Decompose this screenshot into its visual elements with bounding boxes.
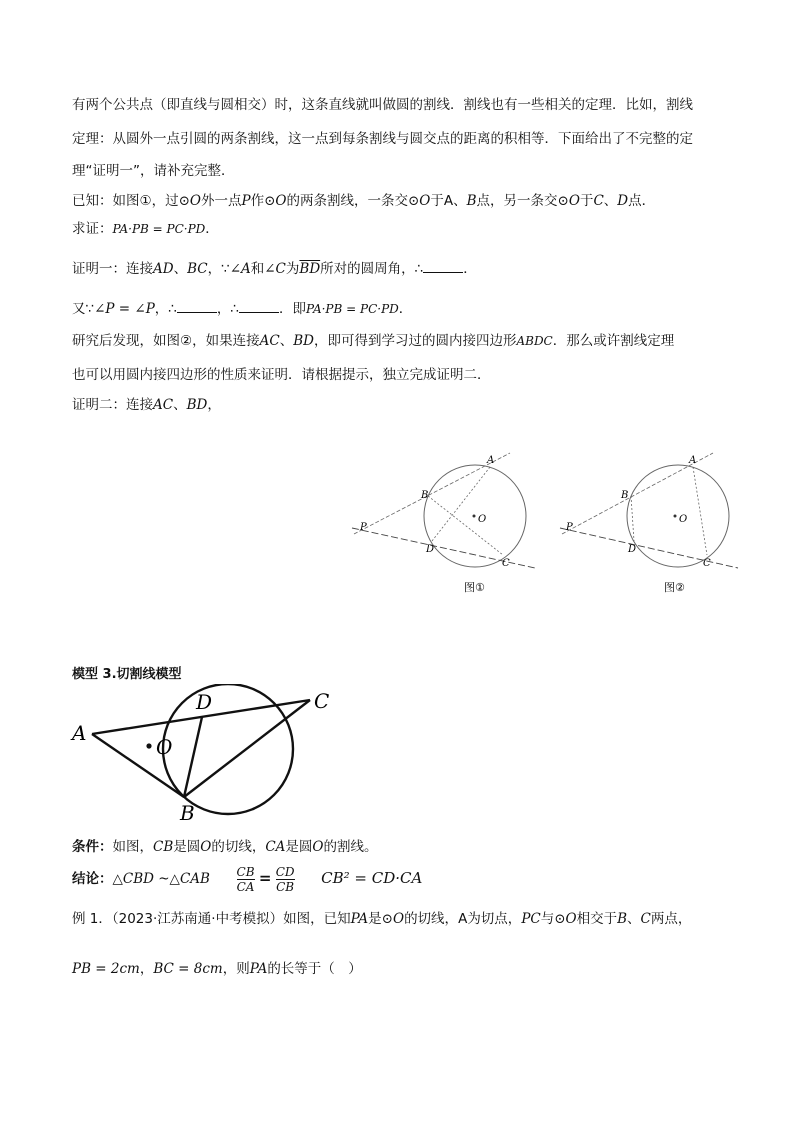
circle-o [627, 465, 729, 567]
text: 求证： [72, 221, 113, 237]
math: O [312, 839, 324, 855]
text: 、 [453, 193, 467, 209]
math: ⊙O [557, 193, 580, 209]
text: 又∵ [72, 301, 95, 317]
text: 和 [250, 261, 265, 277]
text: 已知：如图①，过 [72, 193, 179, 209]
label-b: B [421, 490, 429, 501]
text: 的两条割线，一条交 [286, 193, 408, 209]
math: ABDC [516, 334, 553, 348]
label-p: P [566, 522, 573, 533]
math: PA [350, 911, 369, 927]
tangent-cb [184, 700, 310, 797]
math: P [241, 193, 251, 209]
center-dot [473, 515, 476, 518]
text: ．即 [278, 301, 306, 317]
math: AC [259, 333, 280, 349]
proof1b-line [72, 300, 412, 318]
text: 证明二：连接 [72, 397, 153, 413]
text: ，∴ [216, 301, 239, 317]
math: CB [153, 839, 174, 855]
text: 、 [173, 397, 187, 413]
condition-line [72, 838, 378, 856]
answer-blank[interactable] [239, 300, 279, 313]
figure-caption: 图① [464, 581, 485, 594]
example-line [72, 960, 362, 978]
math: PA·PB = PC·PD [305, 302, 399, 316]
math: PB = 2cm [72, 961, 140, 977]
text: ． [205, 221, 219, 237]
math: B [466, 193, 477, 209]
text: 于 [430, 193, 444, 209]
text: 是 [368, 911, 382, 927]
conclusion-line [72, 860, 422, 896]
text: 证明一：连接 [72, 261, 153, 277]
text: ． [398, 301, 413, 317]
math: $\overline{BD}$ [299, 261, 321, 277]
text: 例 1．（2023·江苏南通·中考模拟）如图，已知 [72, 911, 351, 927]
section-title: 模型 3.切割线模型 [72, 667, 182, 682]
label-b: B [621, 490, 629, 501]
text: 研究后发现，如图②，如果连接 [72, 333, 260, 349]
label: 条件： [72, 839, 113, 855]
chord-bd [631, 496, 634, 541]
math: PA [249, 961, 268, 977]
text: 的切线， [211, 839, 266, 855]
text: 、 [627, 911, 641, 927]
example-line [72, 910, 691, 928]
math: C [593, 193, 604, 209]
text: 点． [628, 193, 656, 209]
math: BD [186, 397, 208, 413]
label-a: A [487, 455, 495, 466]
fraction [276, 865, 295, 894]
denominator: CA [236, 879, 255, 894]
text: ，即可得到学习过的圆内接四边形 [313, 333, 517, 349]
known-line [72, 192, 655, 210]
center-dot [674, 515, 677, 518]
label-d: D [628, 544, 637, 555]
text: 两点， [650, 911, 692, 927]
text-line: 定理：从圆外一点引圆的两条割线，这一点到每条割线与圆交点的距离的积相等．下面给出了不完整的定 [72, 131, 693, 147]
math: C [640, 911, 651, 927]
text: 的割线。 [323, 839, 378, 855]
chord-ac [693, 467, 707, 555]
label-b: B [180, 801, 195, 824]
text: 是圆 [285, 839, 313, 855]
math: CA [265, 839, 286, 855]
text: 与 [540, 911, 555, 927]
proof2-line [72, 396, 221, 414]
numerator: CD [275, 864, 295, 879]
text: 外一点 [201, 193, 242, 209]
math: BD [293, 333, 314, 349]
prove-line [72, 220, 219, 238]
text: ． [463, 261, 477, 277]
text: 的切线， [404, 911, 459, 927]
text: 、 [279, 333, 294, 349]
label-o: O [478, 514, 487, 525]
text: ，∴ [154, 301, 177, 317]
math: A [458, 911, 468, 927]
text-line: 理“证明一”，请补充完整． [72, 163, 235, 179]
text-line: 也可以用圆内接四边形的性质来证明．请根据提示，独立完成证明二． [72, 367, 491, 383]
label-o: O [156, 735, 173, 759]
math: D [617, 193, 629, 209]
text: ，则 [222, 961, 250, 977]
math: O [200, 839, 212, 855]
math: ⊙O [407, 193, 431, 209]
text: ， [139, 961, 154, 977]
math: CB² = CD·CA [321, 869, 423, 887]
figure-1 [340, 448, 540, 598]
label-a: A [689, 455, 697, 466]
label: 结论： [72, 871, 113, 887]
center-dot [146, 743, 151, 748]
text: ，∵ [207, 261, 230, 277]
math: ∠A [229, 261, 251, 277]
numerator: CB [236, 864, 255, 879]
text-line: 有两个公共点（即直线与圆相交）时，这条直线就叫做圆的割线．割线也有一些相关的定理．比如，割线 [72, 97, 693, 113]
math: BC [187, 261, 208, 277]
math: PA·PB = PC·PD [112, 222, 206, 236]
math: ∠C [264, 261, 286, 277]
label-o: O [679, 514, 688, 525]
math: ⊙O [178, 193, 201, 209]
text: ， [207, 397, 221, 413]
math: AD [153, 261, 174, 277]
text: 点，另一条交 [476, 193, 558, 209]
text: 于 [579, 193, 594, 209]
chord-bc [428, 496, 503, 555]
math: ⊙O [264, 193, 287, 209]
text: 所对的圆周角，∴ [320, 261, 424, 277]
math: ∠P = ∠P [94, 301, 155, 317]
text: 作 [250, 193, 265, 209]
label-c: C [314, 689, 330, 713]
circle-o [163, 684, 293, 814]
answer-blank[interactable] [177, 300, 217, 313]
answer-blank[interactable] [423, 260, 463, 273]
label-c: C [502, 558, 510, 569]
secant-pc [560, 528, 738, 568]
math: ⊙O [381, 911, 405, 927]
text: 为切点， [467, 911, 522, 927]
text: 、 [603, 193, 618, 209]
denominator: CB [276, 879, 295, 894]
math: △CBD ~△CAB [112, 871, 210, 887]
math: BC = 8cm [153, 961, 223, 977]
label-a: A [72, 721, 87, 745]
text: 是圆 [173, 839, 201, 855]
label-c: C [703, 558, 711, 569]
text: 的长等于（ ） [267, 961, 362, 977]
label-d: D [196, 690, 213, 714]
text: 、 [173, 261, 188, 277]
tangent-secant-figure [70, 684, 340, 824]
text: ．那么或许割线定理 [552, 333, 675, 349]
math: B [617, 911, 628, 927]
text: 为 [285, 261, 300, 277]
math: A [443, 193, 454, 209]
proof1-line [72, 260, 477, 278]
math: ⊙O [554, 911, 577, 927]
research-line [72, 332, 674, 350]
math: AC [153, 397, 174, 413]
text: 相交于 [576, 911, 618, 927]
label-p: P [360, 522, 367, 533]
math: PC [521, 911, 541, 927]
equals: = [258, 869, 272, 887]
fraction [237, 865, 255, 894]
label-d: D [426, 544, 435, 555]
figure-caption: 图② [664, 581, 685, 594]
figure-2 [548, 448, 748, 598]
text: 如图， [112, 839, 153, 855]
